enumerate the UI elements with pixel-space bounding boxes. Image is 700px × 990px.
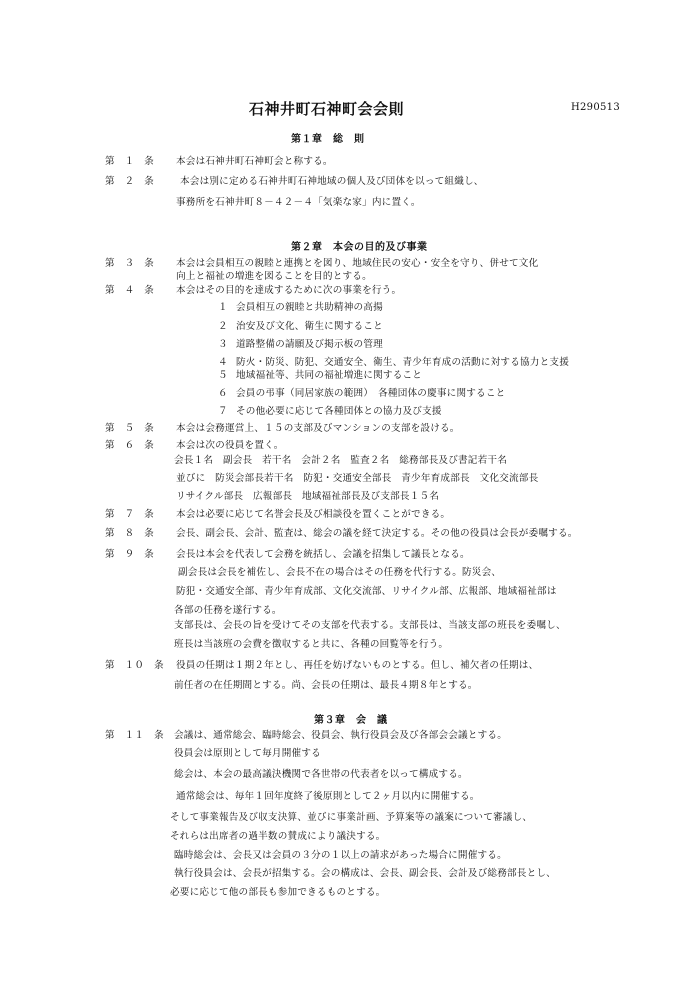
list-item-text: その他必要に応じて各種団体との協力及び支援 (236, 406, 442, 417)
article-5-number: 第 ５ 条 (105, 423, 154, 434)
article-9-text: 班長は当該班の会費を徴収すると共に、各種の回覧等を行う。 (174, 639, 449, 650)
article-11-text: 臨時総会は、会長又は会員の３分の１以上の請求があった場合に開催する。 (174, 850, 507, 861)
article-5-text: 本会は会務運営上、１５の支部及びマンションの支部を設ける。 (176, 423, 460, 434)
article-4-number: 第 ４ 条 (105, 285, 154, 296)
list-item-text: 会員の弔事（同居家族の範囲） 各種団体の慶事に関すること (236, 388, 506, 399)
document-id: H290513 (571, 102, 620, 113)
list-item-text: 防火・防災、防犯、交通安全、衛生、青少年育成の活動に対する協力と支援 (236, 357, 569, 368)
article-7-number: 第 ７ 条 (105, 509, 154, 520)
chapter-3-heading: 第３章 会 議 (314, 715, 388, 726)
article-6-text: リサイクル部長 広報部長 地域福祉部長及び支部長１５名 (176, 491, 440, 502)
list-item-number: １ (218, 302, 228, 313)
article-11-text: そして事業報告及び収支決算、並びに事業計画、予算案等の議案について審議し、 (170, 812, 533, 823)
article-10-text: 前任者の在任期間とする。尚、会長の任期は、最長４期８年とする。 (174, 680, 478, 691)
article-6-text: 本会は次の役員を置く。 (176, 440, 284, 451)
article-11-text: 執行役員会は、会長が招集する。会の構成は、会長、副会長、会計及び総務部長とし、 (174, 868, 556, 879)
article-11-text: 会議は、通常総会、臨時総会、役員会、執行役員会及び各部会会議とする。 (174, 730, 507, 741)
list-item-number: ４ (218, 357, 228, 368)
article-11-text: 役員会は原則として毎月開催する (174, 748, 321, 759)
article-6-number: 第 ６ 条 (105, 440, 154, 451)
article-8-text: 会長、副会長、会計、監査は、総会の議を経て決定する。その他の役員は会長が委嘱する。 (176, 528, 578, 539)
list-item-text: 治安及び文化、衛生に関すること (236, 321, 383, 332)
article-6-text: 会長１名 副会長 若干名 会計２名 監査２名 総務部長及び書記若干名 (174, 455, 507, 466)
chapter-2-heading: 第２章 本会の目的及び事業 (291, 242, 428, 253)
article-3-number: 第 ３ 条 (105, 258, 154, 269)
list-item-number: ２ (218, 321, 228, 332)
list-item-text: 道路整備の請願及び掲示板の管理 (236, 339, 383, 350)
list-item-number: ７ (218, 406, 228, 417)
article-9-text: 防犯・交通安全部、青少年育成部、文化交流部、リサイクル部、広報部、地域福祉部は (176, 586, 557, 597)
list-item-text: 会員相互の親睦と共助精神の高揚 (236, 302, 383, 313)
article-11-text: 総会は、本会の最高議決機関で各世帯の代表者を以って構成する。 (174, 769, 468, 780)
article-9-text: 支部長は、会長の旨を受けてその支部を代表する。支部長は、当該支部の班長を委嘱し、 (174, 620, 566, 631)
article-11-number: 第 １１ 条 (105, 730, 164, 741)
article-2-text: 事務所を石神井町８－４２－４「気楽な家」内に置く。 (176, 197, 421, 208)
article-4-lead: 本会はその目的を達成するために次の事業を行う。 (176, 285, 402, 296)
list-item-number: ５ (218, 370, 228, 381)
article-9-text: 会長は本会を代表して会務を統括し、会議を招集して議長となる。 (176, 549, 470, 560)
list-item-number: ３ (218, 339, 228, 350)
article-9-number: 第 ９ 条 (105, 549, 154, 560)
document-title: 石神井町石神町会会則 (249, 100, 405, 118)
article-8-number: 第 ８ 条 (105, 528, 154, 539)
chapter-1-heading: 第１章 総 則 (291, 134, 365, 145)
article-1-number: 第 １ 条 (105, 156, 154, 167)
article-11-text: 通常総会は、毎年１回年度終了後原則として２ヶ月以内に開催する。 (176, 791, 480, 802)
article-10-text: 役員の任期は１期２年とし、再任を妨げないものとする。但し、補欠者の任期は、 (176, 660, 539, 671)
article-2-number: 第 ２ 条 (105, 176, 154, 187)
article-3-text: 本会は会員相互の親睦と連携とを図り、地域住民の安心・安全を守り、併せて文化 (176, 258, 539, 269)
list-item-number: ６ (218, 388, 228, 399)
article-3-text: 向上と福祉の増進を図ることを目的とする。 (176, 271, 372, 282)
article-1-text: 本会は石神井町石神町会と称する。 (176, 156, 333, 167)
article-9-text: 各部の任務を遂行する。 (174, 605, 282, 616)
article-6-text: 並びに 防災会部長若干名 防犯・交通安全部長 青少年育成部長 文化交流部長 (176, 473, 539, 484)
article-9-text: 副会長は会長を補佐し、会長不在の場合はその任務を代行する。防災会、 (178, 567, 502, 578)
article-7-text: 本会は必要に応じて名誉会長及び相談役を置くことができる。 (176, 509, 451, 520)
article-11-text: それらは出席者の過半数の賛成により議決する。 (170, 831, 386, 842)
article-10-number: 第 １０ 条 (105, 660, 164, 671)
article-2-text: 本会は別に定める石神井町石神地域の個人及び団体を以って組織し、 (180, 176, 484, 187)
list-item-text: 地域福祉等、共同の福祉増進に関すること (236, 370, 423, 381)
article-11-text: 必要に応じて他の部長も参加できるものとする。 (170, 887, 386, 898)
